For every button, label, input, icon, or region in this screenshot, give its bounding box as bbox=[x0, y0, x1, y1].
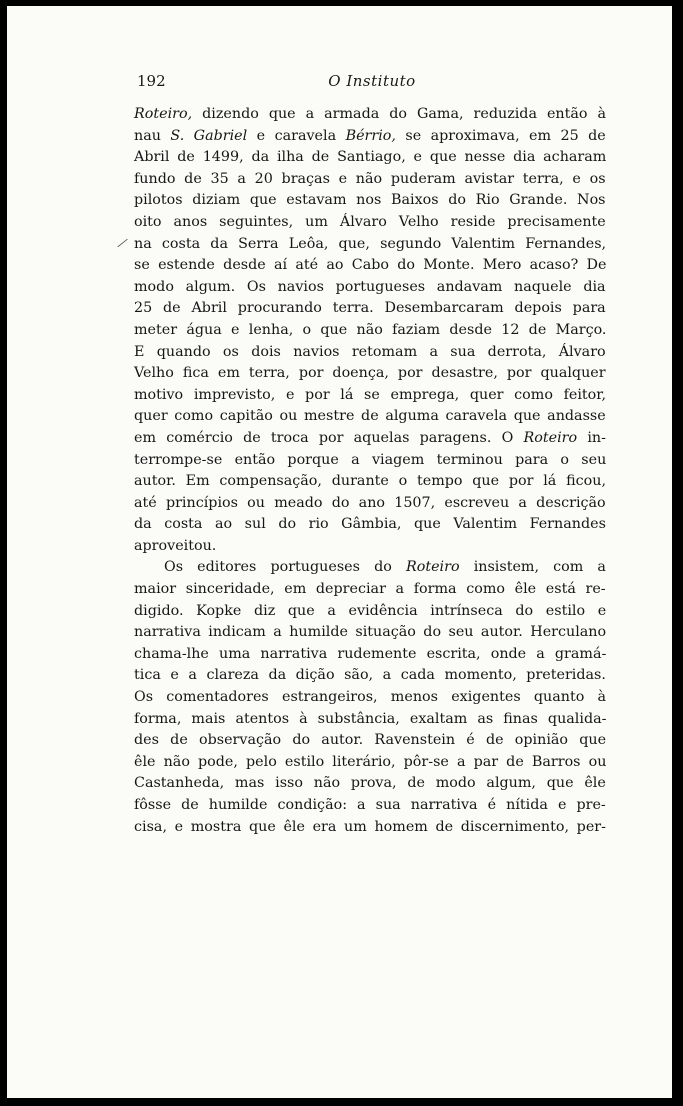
text-line: des de observação do autor. Ravenstein é de opinião que bbox=[134, 732, 607, 749]
text-line: motivo imprevisto, e por lá se emprega, quer como feitor, bbox=[134, 386, 607, 403]
text-line: modo algum. Os navios portugueses andavam naquele dia bbox=[134, 278, 606, 295]
text-line: Os comentadores estrangeiros, menos exigentes quanto à bbox=[134, 689, 607, 706]
text-line: se estende desde aí até ao Cabo do Monte. Mero acaso? De bbox=[134, 257, 607, 274]
text-line: fôsse de humilde condição: a sua narrativa é nítida e pre- bbox=[134, 797, 606, 813]
text-line: Castanheda, mas isso não prova, de modo algum, que êle bbox=[134, 775, 606, 792]
text-line: Roteiro, dizendo que a armada do Gama, reduzida então à bbox=[134, 106, 607, 122]
text-line: nau S. Gabriel e caravela Bérrio, se aproximava, em 25 de bbox=[134, 127, 606, 144]
text-line: pilotos diziam que estavam nos Baixos do Rio Grande. Nos bbox=[134, 192, 606, 209]
page-number: 192 bbox=[137, 72, 166, 90]
text-line: cisa, e mostra que êle era um homem de discernimento, per- bbox=[134, 818, 606, 835]
running-title: O Instituto bbox=[328, 72, 416, 90]
text-line: E quando os dois navios retomam a sua derrota, Álvaro bbox=[134, 343, 606, 360]
text-line: autor. Em compensação, durante o tempo que por lá ficou, bbox=[134, 473, 606, 490]
text-line: digido. Kopke diz que a evidência intrínseca do estilo e bbox=[134, 602, 607, 619]
text-line: êle não pode, pelo estilo literário, pôr-se a par de Barros ou bbox=[134, 753, 607, 770]
body-text bbox=[134, 104, 606, 838]
margin-mark: ⁄ bbox=[118, 236, 127, 252]
text-line: narrativa indicam a humilde situação do seu autor. Herculano bbox=[134, 624, 607, 641]
page-header bbox=[137, 72, 607, 94]
book-page bbox=[7, 6, 672, 1098]
text-line: chama-lhe uma narrativa rudemente escrita, onde a gramá- bbox=[134, 645, 607, 662]
text-line: forma, mais atentos à substância, exaltam as finas qualida- bbox=[134, 710, 607, 727]
text-line: aproveitou. bbox=[134, 537, 217, 554]
text-line: fundo de 35 a 20 braças e não puderam avistar terra, e os bbox=[134, 170, 606, 187]
text-line: quer como capitão ou mestre de alguma caravela que andasse bbox=[134, 408, 606, 425]
text-line: Velho fica em terra, por doença, por desastre, por qualquer bbox=[134, 365, 606, 382]
text-line: 25 de Abril procurando terra. Desembarcaram depois para bbox=[134, 300, 606, 317]
text-line: até princípios ou meado do ano 1507, escreveu a descrição bbox=[134, 494, 606, 511]
text-line: na costa da Serra Leôa, que, segundo Valentim Fernandes, bbox=[134, 235, 607, 252]
text-line: da costa ao sul do rio Gâmbia, que Valentim Fernandes bbox=[134, 516, 606, 533]
text-line: terrompe-se então porque a viagem terminou para o seu bbox=[134, 451, 607, 468]
text-line: Os editores portugueses do Roteiro insistem, com a bbox=[164, 559, 606, 576]
text-line: oito anos seguintes, um Álvaro Velho reside precisamente bbox=[134, 213, 606, 230]
text-line: tica e a clareza da dição são, a cada momento, preteridas. bbox=[134, 667, 606, 684]
text-line: Abril de 1499, da ilha de Santiago, e que nesse dia acharam bbox=[134, 149, 607, 166]
text-line: maior sinceridade, em depreciar a forma como êle está re- bbox=[134, 581, 606, 598]
text-line: em comércio de troca por aquelas paragens. O Roteiro in- bbox=[134, 429, 606, 446]
text-line: meter água e lenha, o que não faziam desde 12 de Março. bbox=[134, 321, 607, 338]
